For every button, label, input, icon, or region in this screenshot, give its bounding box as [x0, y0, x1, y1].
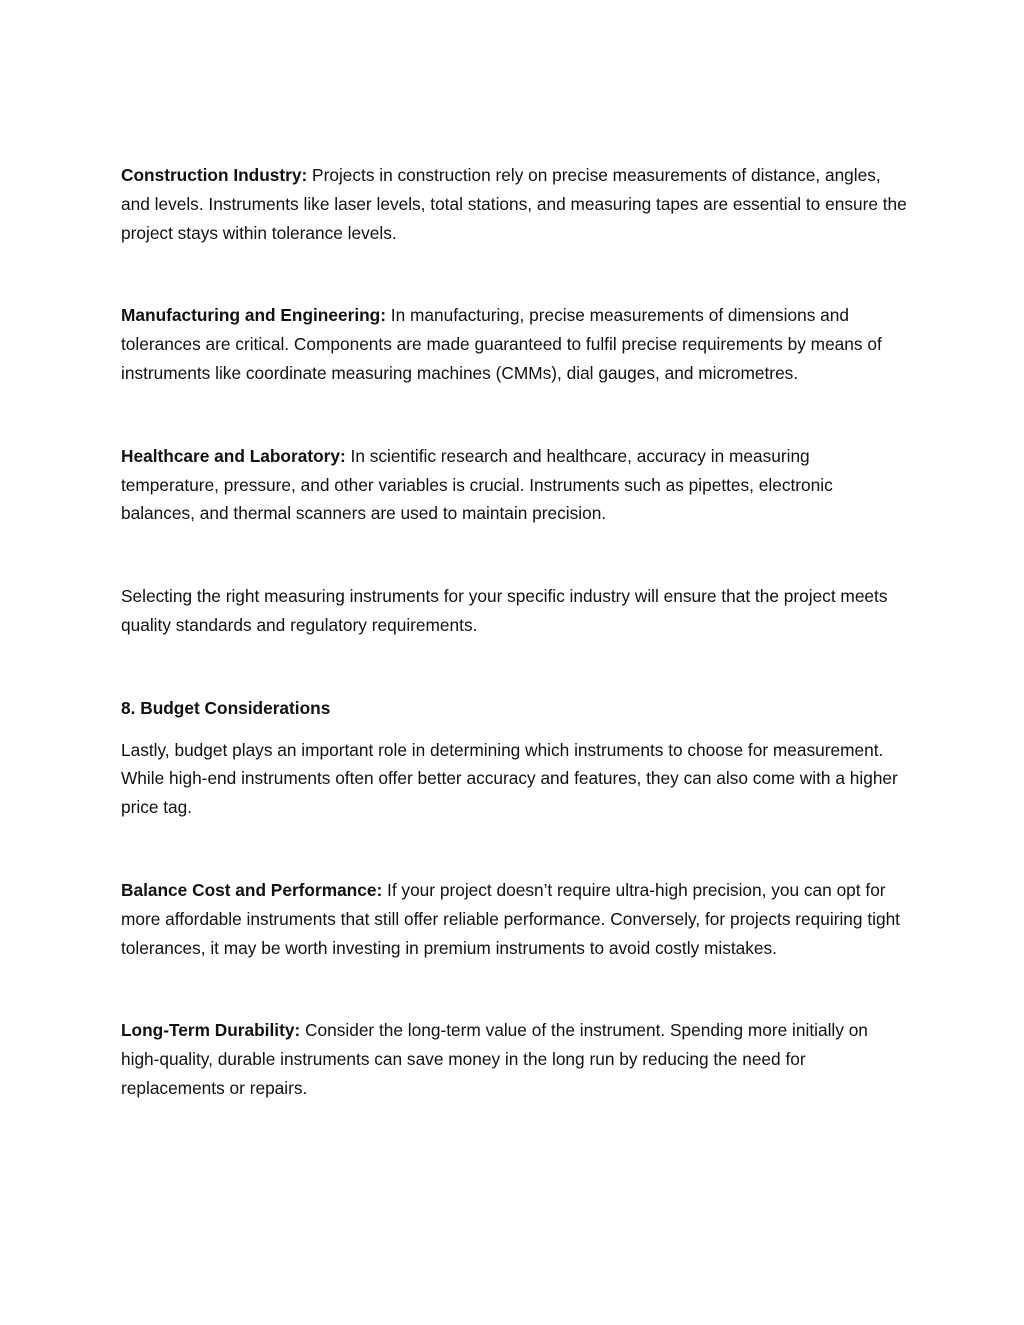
paragraph-long-term-durability — [121, 1016, 911, 1102]
paragraph-construction-industry — [121, 161, 911, 247]
paragraph-label: Construction Industry: — [121, 165, 308, 185]
spacer — [121, 528, 911, 582]
paragraph-text: In manufacturing, precise measurements of dimensions and tolerances are critical. Components are made guaranteed to fulfil precise requirements by means of instruments like coordinate measuring machines (CMMs), dial gauges, and micrometres. — [121, 305, 882, 383]
spacer — [121, 247, 911, 301]
paragraph-summary: Selecting the right measuring instruments for your specific industry will ensure that the project meets quality standards and regulatory requirements. — [121, 586, 888, 635]
paragraph-manufacturing-engineering — [121, 301, 911, 387]
paragraph-text: Consider the long-term value of the instrument. Spending more initially on high-quality, durable instruments can save money in the long run by reducing the need for replacements or repairs. — [121, 1020, 868, 1098]
paragraph-text: In scientific research and healthcare, accuracy in measuring temperature, pressure, and other variables is crucial. Instruments such as pipettes, electronic balances, and thermal scanners are used to maintain precision. — [121, 445, 833, 524]
section-heading: 8. Budget Considerations — [121, 697, 331, 718]
paragraph-label: Healthcare and Laboratory: — [121, 445, 346, 466]
document-body — [121, 161, 911, 1103]
paragraph-label: Manufacturing and Engineering: — [121, 305, 386, 326]
paragraph-balance-cost-performance — [121, 876, 911, 962]
paragraph-text: Projects in construction rely on precise measurements of distance, angles, and levels. Instruments like laser levels, total stations, and measuring tapes are essential to ensure the project stays within tolerance levels. — [121, 165, 907, 243]
spacer — [121, 822, 911, 876]
paragraph-healthcare-laboratory — [121, 442, 911, 528]
spacer — [121, 962, 911, 1016]
paragraph-label: Long-Term Durability: — [121, 1020, 301, 1041]
spacer — [121, 723, 911, 736]
paragraph-text: If your project doesn’t require ultra-high precision, you can opt for more affordable instruments that still offer reliable performance. Conversely, for projects requiring tight tolerances, it may be worth investing in premium instruments to avoid costly mistakes. — [121, 879, 900, 958]
paragraph-label: Balance Cost and Performance: — [121, 879, 383, 900]
paragraph-budget-intro: Lastly, budget plays an important role in determining which instruments to choose for measurement. While high-end instruments often offer better accuracy and features, they can also come with a higher price tag. — [121, 739, 898, 818]
spacer — [121, 640, 911, 694]
spacer — [121, 388, 911, 442]
